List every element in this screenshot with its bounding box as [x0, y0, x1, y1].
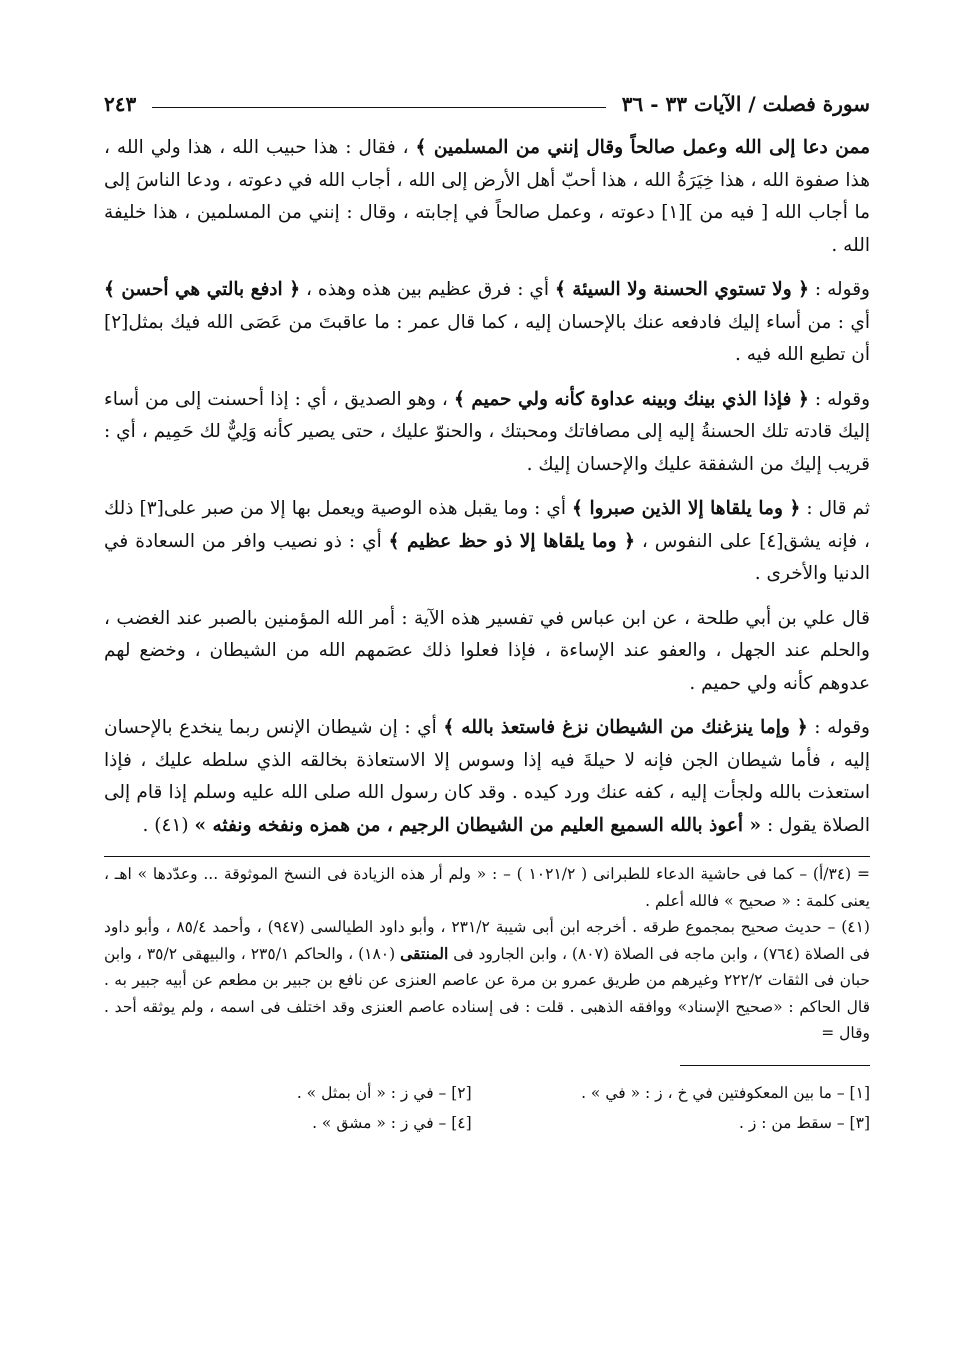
bold-text: « أعوذ بالله السميع العليم من الشيطان الرجيم ، من همزه ونفخه ونفثه » [194, 814, 762, 836]
text-run: [٣] [139, 498, 164, 519]
text-run: [٢] [104, 311, 129, 333]
paragraph [104, 132, 870, 262]
text-run: (١٨٠) ، والحاكم ٢٣٥/١ ، والبيهقى ٣٥/٢ ، وابن حبان فى الثقات ٢٢٢/٢ وغيرهم من طريق عمرو بن مرة عن عاصم العنزى عن نافع بن جبير بن مطعم عن أبيه جبير به . قال الحاكم : «صحيح الإسناد» ووافقه الذهبى . قلت : فى إسناده عاصم العنزى وقد اختلف فى اسمه ، ولم يوثقه أحد . وقال = [104, 944, 870, 1042]
bold-text: ﴿ ادفع بالتي هي أحسن ﴾ [104, 279, 301, 300]
text-run: [٤] [759, 530, 784, 552]
manuscript-variants [104, 1065, 870, 1138]
footnote [104, 861, 870, 914]
text-run: أي : ذو نصيب وافر من السعادة في الدنيا والأخرى . [104, 530, 870, 584]
editor-footnotes [104, 856, 870, 1047]
page-number: ٢٤٣ [104, 92, 137, 116]
paragraph [104, 384, 870, 482]
text-run: أن تطيع الله فيه . [734, 344, 870, 365]
text-run: قال علي بن أبي طلحة ، عن ابن عباس في تفسير هذه الآية : أمر الله المؤمنين بالصبر عند الغضب ، والحلم عند الجهل ، والعفو عند الإساءة ، فإذا فعلوا ذلك عصَمهم الله من الشيطان ، وخضع لهم عدوهم كأنه ولي حميم . [104, 607, 870, 694]
bold-text: ﴿ وما يلقاها إلا الذين صبروا ﴾ [572, 498, 801, 519]
bold-text: ﴿ ولا تستوي الحسنة ولا السيئة ﴾ [554, 279, 809, 300]
bold-text: المنتقى [400, 943, 449, 963]
text-run: أي : إن شيطان الإنس ربما ينخدع بالإحسان إليه ، فأما شيطان الجن فإنه لا حيلةَ فيه إذا وسوس إلا الاستعاذة بخالقه الذي سلطه عليك ، فإذا استعذت بالله ولجأت إليه ، كفه عنك ورد كيده . وقد كان رسول الله صلى الله عليه وسلم إذا قام إلى الصلاة يقول : [104, 717, 870, 836]
running-header [104, 82, 870, 116]
text-run: (٤١) – حديث صحيح بمجموع طرقه . أخرجه ابن أبى شيبة ٢٣١/٢ ، وأبو داود الطيالسى (٩٤٧) ، وأحمد ٨٥/٤ ، وأبو داود فى الصلاة (٧٦٤) ، وابن ماجه فى الصلاة (٨٠٧) ، وابن الجارود فى [104, 918, 870, 963]
running-head-title: سورة فصلت / الآيات ٣٣ - ٣٦ [621, 92, 870, 116]
text-run: ثم قال : [800, 498, 870, 519]
variant-note: [٣] – سقط من : ز . [738, 1113, 870, 1132]
text-run: ، فقال : هذا حبيب الله ، هذا ولي الله ، هذا صفوة الله ، هذا خِيَرَةُ الله ، هذا أحبّ أهل الأرض إلى الله ، أجاب الله في دعوته ، ودعا الناسَ إلى ما أجاب الله [ فيه من ] [104, 137, 870, 223]
text-run: وقوله : [808, 388, 870, 410]
text-run: ذلك ، فإنه يشق [104, 498, 870, 552]
variant-note: [٢] – في ز : « أن بمثل » . [296, 1083, 472, 1102]
paragraph [104, 493, 870, 591]
text-run: أي : من أساء إليك فادفعه عنك بالإحسان إليه ، كما قال عمر : ما عاقبتَ من عَصَى الله فيك بمثل [128, 311, 870, 333]
text-run: أي : فرق عظيم بين هذه وهذه ، [300, 279, 555, 300]
footnote-separator [104, 856, 870, 857]
text-run: وقوله : [808, 279, 870, 300]
text-run: = (٣٤/أ) – كما فى حاشية الدعاء للطبرانى ( ١٠٢١/٢ ) – : « ولم أر هذه الزيادة فى النسخ الموثوقة ... وعدّدها » اهـ ، يعنى كلمة : « صحيح » فالله أعلم . [104, 865, 870, 910]
text-run: على النفوس ، [634, 530, 760, 552]
text-run: دعوته ، وعمل صالحاً في إجابته ، وقال : إنني من المسلمين ، هذا خليفة الله . [104, 202, 870, 256]
bold-text: ﴿ وإما ينزغنك من الشيطان نزغ فاستعذ بالله ﴾ [443, 717, 808, 738]
text-run: أي : وما يقبل هذه الوصية ويعمل بها إلا من صبر على [163, 498, 573, 519]
paragraph [104, 712, 870, 842]
text-run: [١] [661, 202, 686, 223]
variant-note: [٤] – في ز : « مشق » . [312, 1113, 472, 1132]
text-run: وقوله : [807, 717, 870, 738]
variant-row [104, 1108, 870, 1138]
bold-text: ممن دعا إلى الله وعمل صالحاً وقال إنني من المسلمين ﴾ [415, 137, 870, 158]
variant-note: [١] – ما بين المعكوفتين في خ ، ز : « في » . [581, 1083, 870, 1102]
header-rule [152, 107, 606, 108]
paragraph [104, 274, 870, 372]
paragraph [104, 603, 870, 701]
variant-row [104, 1078, 870, 1108]
text-run: ، وهو الصديق ، أي : إذا أحسنت إلى من أساء إليك قادته تلك الحسنةُ إليه إلى مصافاتك ومحبتك ، والحنوّ عليك ، حتى يصير كأنه وَلِيٌّ لك حَمِيم ، أي : قريب إليك من الشفقة عليك والإحسان إليك . [104, 388, 870, 475]
bold-text: ﴿ فإذا الذي بينك وبينه عداوة كأنه ولي حميم ﴾ [453, 388, 809, 410]
bold-text: ﴿ وما يلقاها إلا ذو حظ عظيم ﴾ [388, 530, 635, 552]
footnote [104, 914, 870, 1047]
variants-separator [680, 1065, 870, 1066]
text-run: (٤١) . [142, 814, 195, 836]
main-text [104, 132, 870, 842]
book-page [104, 82, 870, 1138]
